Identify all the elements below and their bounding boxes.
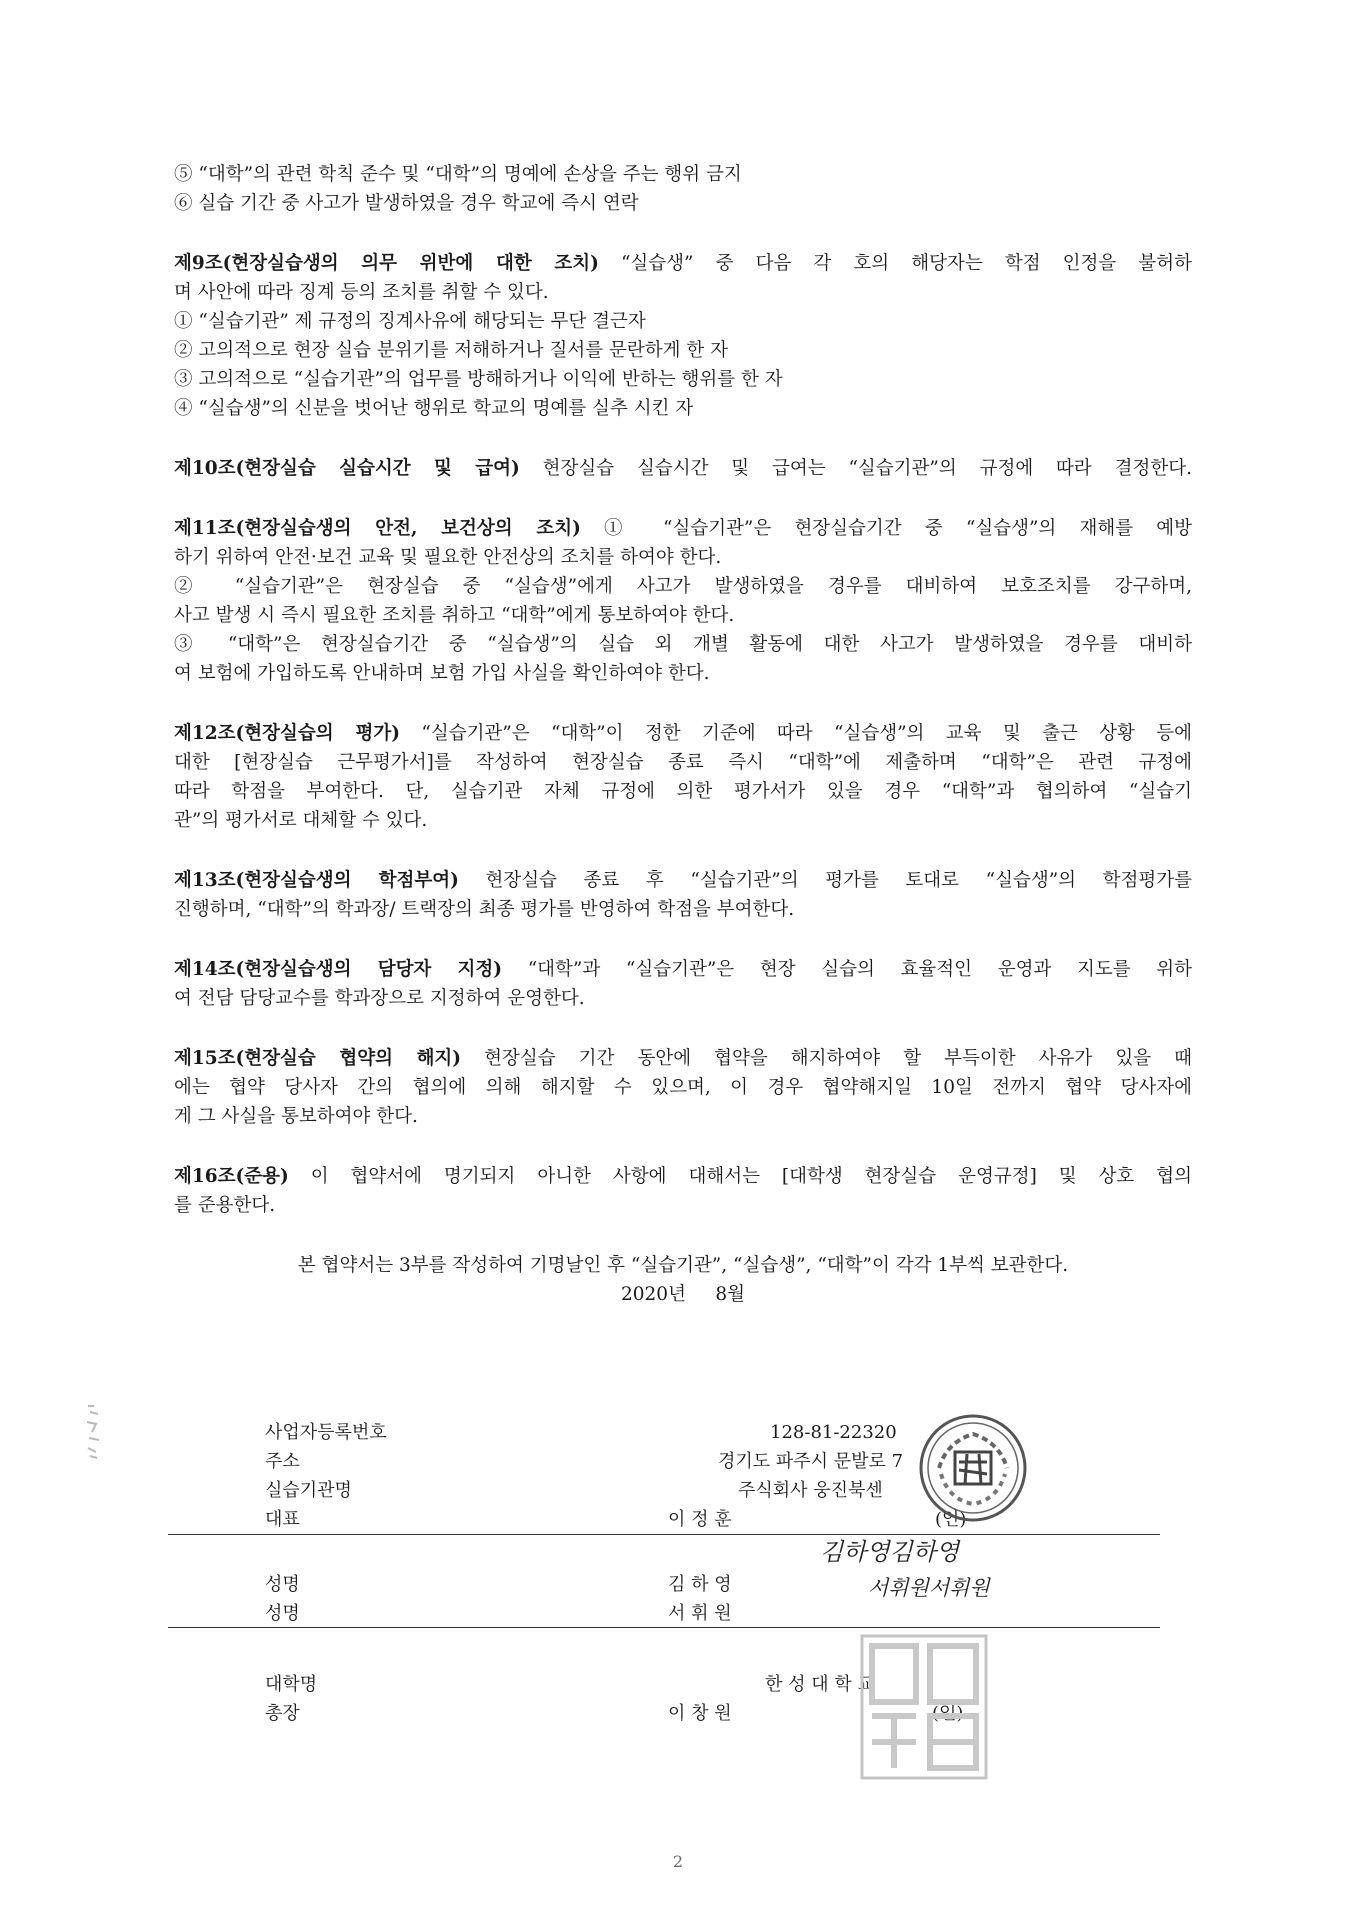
page-number: 2: [672, 1852, 684, 1871]
student-1-row: [170, 1570, 1170, 1599]
article-13-line-2: 진행하며, “대학”의 학과장/ 트랙장의 최종 평가를 반영하여 학점을 부여한다.: [174, 899, 795, 920]
company-addr-label: 주소: [265, 1451, 300, 1472]
article-15-line-3: 게 그 사실을 통보하여야 한다.: [174, 1106, 418, 1127]
student-2-name: 서 휘 원: [668, 1603, 732, 1624]
article-14-line-1: 제14조(현장실습생의 담당자 지정) “대학”과 “실습기관”은 현장 실습의 효율적인 운영과 지도를 위하: [174, 959, 1192, 980]
student-1-signature: 김하영김하영: [820, 1538, 960, 1566]
date-month: 8월: [715, 1284, 745, 1305]
article-10-line-1: 제10조(현장실습 실습시간 및 급여) 현장실습 실습시간 및 급여는 “실습기관”의 규정에 따라 결정한다.: [174, 458, 1192, 479]
article-11-line-3: ② “실습기관”은 현장실습 중 “실습생”에게 사고가 발생하였을 경우를 대비하여 보호조치를 강구하며,: [174, 576, 1192, 597]
article-12-line-4: 관”의 평가서로 대체할 수 있다.: [174, 810, 428, 831]
article-15-line-1: 제15조(현장실습 협약의 해지) 현장실습 기간 동안에 협약을 해지하여야 할 부득이한 사유가 있을 때: [174, 1048, 1192, 1069]
article-9-item-1: ① “실습기관” 제 규정의 징계사유에 해당되는 무단 결근자: [174, 311, 646, 332]
article-11-line-1: 제11조(현장실습생의 안전, 보건상의 조치) ① “실습기관”은 현장실습기간 중 “실습생”의 재해를 예방: [174, 518, 1192, 539]
article-15-title: 제15조(현장실습 협약의 해지): [174, 1048, 462, 1069]
university-name-row: [170, 1670, 1170, 1699]
left-edge-stamp-mark: [84, 1402, 114, 1466]
article-9-item-4: ④ “실습생”의 신분을 벗어난 행위로 학교의 명예를 실추 시킨 자: [174, 398, 694, 419]
signature-divider-1: [168, 1534, 1160, 1535]
clause8-item-5: ⑤ “대학”의 관련 학칙 준수 및 “대학”의 명예에 손상을 주는 행위 금지: [174, 164, 742, 185]
article-16-line-1: 제16조(준용) 이 협약서에 명기되지 아니한 사항에 대해서는 [대학생 현장실습 운영규정] 및 상호 협의: [174, 1166, 1192, 1187]
university-seal-stamp: [858, 1632, 990, 1786]
article-12-line-1: 제12조(현장실습의 평가) “실습기관”은 “대학”이 정한 기준에 따라 “실습생”의 교육 및 출근 상황 등에: [174, 723, 1192, 744]
date-year: 2020년: [620, 1284, 686, 1305]
closing-statement: 본 협약서는 3부를 작성하여 기명날인 후 “실습기관”, “실습생”, “대학”이 각각 1부씩 보관한다.: [297, 1255, 1069, 1276]
article-10-title: 제10조(현장실습 실습시간 및 급여): [174, 458, 520, 479]
article-14-title: 제14조(현장실습생의 담당자 지정): [174, 959, 503, 980]
article-11-line-6: 여 보험에 가입하도록 안내하며 보험 가입 사실을 확인하여야 한다.: [174, 663, 710, 684]
article-11-line-5: ③ “대학”은 현장실습기간 중 “실습생”의 실습 외 개별 활동에 대한 사고가 발생하였을 경우를 대비하: [174, 634, 1192, 655]
student-2-signature: 서휘원서휘원: [868, 1576, 990, 1600]
company-reg-value: 128-81-22320: [770, 1422, 897, 1443]
article-11-title: 제11조(현장실습생의 안전, 보건상의 조치): [174, 518, 581, 539]
student-1-label: 성명: [265, 1574, 300, 1595]
agreement-date: [174, 1280, 1192, 1309]
article-9-title: 제9조(현장실습생의 의무 위반에 대한 조치): [174, 253, 599, 274]
company-reg-label: 사업자등록번호: [265, 1422, 387, 1443]
article-13-line-1: 제13조(현장실습생의 학점부여) 현장실습 종료 후 “실습기관”의 평가를 토대로 “실습생”의 학점평가를: [174, 870, 1192, 891]
company-seal-mark: (인): [935, 1509, 967, 1530]
article-12-line-3: 따라 학점을 부여한다. 단, 실습기관 자체 규정에 의한 평가서가 있을 경우 “대학”과 협의하여 “실습기: [174, 781, 1192, 802]
article-9-line-1: 제9조(현장실습생의 의무 위반에 대한 조치) “실습생” 중 다음 각 호의 해당자는 학점 인정을 불허하: [174, 253, 1192, 274]
university-seal-mark: (인): [932, 1703, 964, 1724]
article-9-line-2: 며 사안에 따라 징계 등의 조치를 취할 수 있다.: [174, 282, 549, 303]
university-pres-label: 총장: [265, 1703, 300, 1724]
article-11-line-2: 하기 위하여 안전·보건 교육 및 필요한 안전상의 조치를 하여야 한다.: [174, 547, 722, 568]
student-2-row: [170, 1599, 1170, 1628]
agreement-body: [174, 160, 1192, 1309]
student-1-name: 김 하 영: [668, 1574, 732, 1595]
company-rep-label: 대표: [265, 1509, 300, 1530]
company-seal-stamp: [917, 1412, 1029, 1528]
university-name-value: 한 성 대 학 교: [765, 1674, 875, 1695]
article-12-title: 제12조(현장실습의 평가): [174, 723, 401, 744]
article-16-line-2: 를 준용한다.: [174, 1195, 276, 1216]
university-name-label: 대학명: [265, 1674, 318, 1695]
university-pres-value: 이 창 원: [668, 1703, 732, 1724]
article-14-line-2: 여 전담 담당교수를 학과장으로 지정하여 운영한다.: [174, 988, 585, 1009]
clause8-item-6: ⑥ 실습 기간 중 사고가 발생하였을 경우 학교에 즉시 연락: [174, 193, 639, 214]
student-2-label: 성명: [265, 1603, 300, 1624]
company-rep-value: 이 정 훈: [668, 1509, 732, 1530]
university-pres-row: [170, 1699, 1170, 1728]
signature-divider-2: [168, 1627, 1160, 1628]
article-12-line-2: 대한 [현장실습 근무평가서]를 작성하여 현장실습 종료 즉시 “대학”에 제출하며 “대학”은 관련 규정에: [174, 752, 1192, 773]
article-9-item-2: ② 고의적으로 현장 실습 분위기를 저해하거나 질서를 문란하게 한 자: [174, 340, 728, 361]
article-15-line-2: 에는 협약 당사자 간의 협의에 의해 해지할 수 있으며, 이 경우 협약해지일 10일 전까지 협약 당사자에: [174, 1077, 1192, 1098]
article-11-line-4: 사고 발생 시 즉시 필요한 조치를 취하고 “대학”에게 통보하여야 한다.: [174, 605, 735, 626]
article-9-item-3: ③ 고의적으로 “실습기관”의 업무를 방해하거나 이익에 반하는 행위를 한 자: [174, 369, 783, 390]
company-addr-value: 경기도 파주시 문발로 7: [718, 1451, 904, 1472]
company-name-value: 주식회사 웅진북센: [738, 1480, 883, 1501]
article-13-title: 제13조(현장실습생의 학점부여): [174, 870, 459, 891]
article-16-title: 제16조(준용): [174, 1166, 289, 1187]
company-name-label: 실습기관명: [265, 1480, 352, 1501]
